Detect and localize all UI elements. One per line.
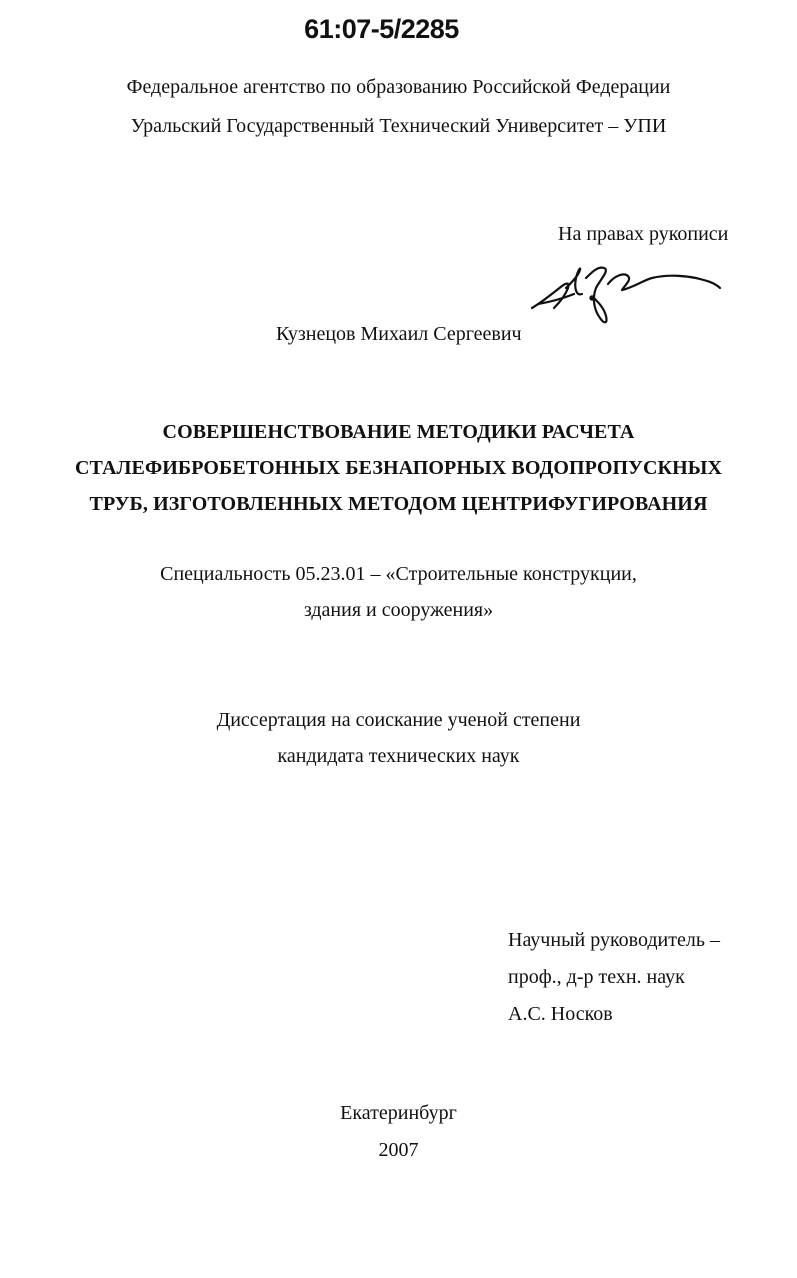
city: Екатеринбург bbox=[340, 1102, 457, 1124]
author-name: Кузнецов Михаил Сергеевич bbox=[276, 323, 522, 345]
advisor-degree: проф., д-р техн. наук bbox=[508, 966, 685, 988]
dissertation-title-line-3: ТРУБ, ИЗГОТОВЛЕННЫХ МЕТОДОМ ЦЕНТРИФУГИРОВАНИЯ bbox=[89, 493, 708, 515]
dissertation-title-line-2: СТАЛЕФИБРОБЕТОННЫХ БЕЗНАПОРНЫХ ВОДОПРОПУСКНЫХ bbox=[74, 457, 723, 479]
advisor-name: А.С. Носков bbox=[508, 1003, 613, 1025]
specialty-line-2: здания и сооружения» bbox=[303, 599, 494, 621]
advisor-role: Научный руководитель – bbox=[508, 929, 720, 951]
document-code-number: 61:07-5/2285 bbox=[304, 14, 459, 44]
dissertation-title-line-1: СОВЕРШЕНСТВОВАНИЕ МЕТОДИКИ РАСЧЕТА bbox=[162, 421, 635, 443]
specialty-line-1: Специальность 05.23.01 – «Строительные конструкции, bbox=[160, 563, 637, 585]
year: 2007 bbox=[378, 1139, 419, 1161]
organization-agency: Федеральное агентство по образованию Российской Федерации bbox=[126, 76, 671, 98]
organization-university: Уральский Государственный Технический Университет – УПИ bbox=[130, 115, 667, 137]
degree-statement-line-1: Диссертация на соискание ученой степени bbox=[216, 709, 581, 731]
degree-statement-line-2: кандидата технических наук bbox=[277, 745, 520, 767]
handwritten-signature bbox=[528, 258, 728, 330]
manuscript-rights-note: На правах рукописи bbox=[558, 223, 729, 245]
